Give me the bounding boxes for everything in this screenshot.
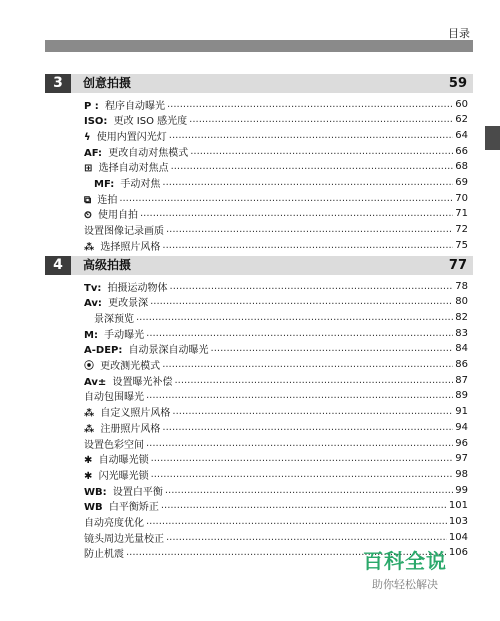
toc-entry[interactable] (84, 372, 468, 388)
toc-entry-text: 自动景深自动曝光 (125, 345, 209, 357)
chapter-number: 3 (45, 74, 71, 93)
toc-entry-page: 86 (455, 359, 468, 370)
toc-entry-page: 72 (455, 224, 468, 236)
toc-entry-icon: ⁂ (84, 408, 95, 420)
toc-entry-page: 94 (455, 421, 468, 433)
leader-dots (146, 328, 453, 339)
toc-entry[interactable] (84, 529, 468, 545)
toc-entry[interactable] (84, 388, 468, 404)
toc-entry-text: 设置白平衡 (109, 486, 163, 498)
toc-entry-icon: Av: (84, 298, 102, 310)
toc-entry-text: 更改自动对焦模式 (105, 147, 189, 159)
toc-entry-page: 103 (448, 516, 468, 527)
leader-dots (190, 146, 453, 157)
toc-entry-icon: A-DEP: (84, 345, 123, 357)
toc-entry-label (84, 112, 187, 127)
toc-entry-page: 68 (455, 161, 468, 173)
toc-entry-icon: P : (84, 100, 99, 112)
toc-entry-page: 60 (455, 98, 468, 110)
toc-entry-icon: ⧉ (84, 194, 92, 206)
toc-entry[interactable] (84, 466, 468, 482)
toc-entry-label (84, 467, 149, 482)
leader-dots (211, 343, 454, 354)
toc-entry-label (84, 294, 148, 309)
toc-entry-label (84, 222, 164, 237)
toc-entry-text: 程序自动曝光 (101, 100, 165, 112)
toc-entry[interactable] (84, 112, 468, 128)
toc-entry[interactable] (84, 278, 468, 294)
toc-entry-label (84, 514, 144, 529)
toc-entry-page: 82 (455, 311, 468, 323)
toc-entry-label (84, 420, 160, 435)
leader-dots (165, 485, 453, 496)
leader-dots (146, 516, 447, 527)
toc-entry-label (84, 238, 160, 253)
toc-entry[interactable] (84, 341, 468, 357)
toc-entry-page: 70 (455, 192, 468, 204)
leader-dots (171, 161, 454, 172)
chapter-3-heading[interactable] (45, 74, 473, 93)
toc-entry[interactable] (84, 498, 468, 514)
toc-entry-label (84, 530, 164, 545)
toc-entry-label (84, 436, 144, 451)
toc-entry-icon: WB (84, 502, 103, 514)
toc-entry-icon: Av± (84, 376, 107, 388)
toc-entry-icon: AF: (84, 147, 103, 159)
side-tab-marker (485, 126, 500, 150)
toc-entry-text: 连拍 (94, 194, 118, 206)
toc-entry-label (84, 97, 165, 112)
toc-entry-label (84, 373, 172, 388)
toc-entry[interactable] (84, 419, 468, 435)
toc-entry-icon: Tv: (84, 282, 102, 294)
toc-entry-page: 104 (448, 531, 468, 543)
toc-entry-text: 选择自动对焦点 (95, 163, 169, 175)
toc-entry[interactable] (84, 482, 468, 498)
toc-entry-icon: ⦿ (84, 361, 94, 372)
toc-entry-page: 71 (455, 208, 468, 220)
leader-dots (162, 422, 453, 433)
leader-dots (146, 438, 453, 449)
toc-entry-label (84, 341, 209, 356)
chapter-number: 4 (45, 256, 71, 275)
toc-entry[interactable] (84, 143, 468, 159)
watermark (360, 545, 450, 592)
toc-entry-icon: WB: (84, 486, 107, 498)
toc-entry[interactable] (84, 206, 468, 222)
leader-dots (136, 312, 453, 323)
toc-entry-page: 98 (455, 468, 468, 480)
toc-entry-text: 闪光曝光锁 (95, 470, 149, 482)
toc-entry[interactable] (84, 451, 468, 467)
leader-dots (140, 208, 453, 219)
chapter-title: 创意拍摄 (83, 76, 132, 90)
toc-entry-page: 83 (455, 327, 468, 339)
toc-entry-page: 87 (455, 374, 468, 386)
leader-dots (119, 193, 453, 204)
toc-entry-icon: ⏲ (84, 210, 92, 222)
toc-entry[interactable] (84, 237, 468, 253)
toc-entry-label (84, 404, 170, 419)
toc-entry[interactable] (84, 127, 468, 143)
chapter-title: 高级拍摄 (83, 258, 132, 272)
toc-entry-page: 101 (448, 500, 468, 512)
toc-entry[interactable] (84, 222, 468, 238)
toc-entry-page: 84 (455, 343, 468, 355)
toc-entry-text: 自动亮度优化 (84, 518, 144, 529)
toc-entry[interactable] (84, 435, 468, 451)
toc-entry[interactable] (94, 175, 468, 191)
toc-entry-label (84, 498, 159, 513)
toc-entry-label (84, 206, 138, 221)
chapter-page: 77 (448, 258, 467, 273)
chapter-4-heading[interactable] (45, 256, 473, 275)
toc-entry-text: 设置曝光补偿 (109, 376, 173, 388)
leader-dots (146, 390, 453, 401)
leader-dots (151, 469, 454, 480)
toc-entry-text: 自动包围曝光 (84, 392, 144, 404)
toc-entry-label (84, 128, 167, 143)
toc-entry[interactable] (84, 357, 468, 373)
toc-entry-text: 更改 ISO 感光度 (110, 116, 188, 128)
leader-dots (162, 359, 453, 370)
leader-dots (162, 240, 453, 251)
leader-dots (169, 130, 453, 141)
toc-entry-page: 96 (455, 437, 468, 449)
toc-entry-page: 80 (455, 296, 468, 308)
toc-entry-text: 使用自拍 (94, 210, 138, 222)
leader-dots (166, 532, 447, 543)
toc-entry-icon: ✱ (84, 470, 93, 482)
toc-entry[interactable] (84, 294, 468, 310)
toc-entry-page: 62 (455, 114, 468, 126)
toc-entry[interactable] (84, 96, 468, 112)
leader-dots (151, 453, 454, 464)
toc-entry-icon: ⊞ (84, 163, 93, 175)
toc-entry-label (84, 357, 160, 372)
toc-entry-label (84, 191, 117, 206)
toc-entry-text: 设置图像记录画质 (84, 226, 164, 238)
leader-dots (161, 500, 447, 511)
toc-entry-icon: MF: (94, 179, 115, 190)
toc-entry-text: 拍摄运动物体 (104, 282, 168, 294)
toc-entry[interactable] (84, 159, 468, 175)
toc-entry-text: 自定义照片风格 (97, 408, 171, 420)
leader-dots (166, 224, 453, 235)
toc-entry-page: 99 (455, 484, 468, 496)
toc-entry[interactable] (84, 325, 468, 341)
toc-entry-label (84, 451, 149, 466)
toc-entry[interactable] (84, 190, 468, 206)
toc-entry-page: 106 (448, 547, 468, 559)
toc-entry-page: 91 (455, 406, 468, 418)
toc-entry-page: 66 (455, 145, 468, 157)
toc-entry-page: 64 (455, 129, 468, 141)
toc-entry-text: 手动对焦 (117, 179, 161, 190)
toc-entry-label (84, 279, 168, 294)
toc-entry-label (84, 144, 188, 159)
toc-entry-text: 选择照片风格 (97, 241, 161, 253)
toc-entry-page: 97 (455, 453, 468, 465)
toc-entry-text: 镜头周边光量校正 (84, 533, 164, 545)
leader-dots (189, 114, 453, 125)
chapter-page: 59 (448, 76, 467, 91)
leader-dots (174, 375, 453, 386)
toc-entry-icon: ✱ (84, 455, 93, 467)
watermark-subtitle: 助你轻松解决 (372, 578, 438, 591)
toc-entry-label (94, 175, 160, 190)
toc-entry-text: 手动曝光 (100, 329, 145, 341)
toc-entry-icon: ⁂ (84, 241, 95, 253)
toc-entry-text: 更改景深 (104, 298, 149, 310)
toc-entry-text: 更改测光模式 (97, 361, 161, 372)
leader-dots (170, 281, 454, 292)
page-header-title: 目录 (448, 27, 470, 40)
header-bar (45, 40, 473, 52)
toc-entry-label (94, 310, 134, 325)
toc-entry-label (84, 483, 163, 498)
toc-entry-page: 69 (455, 177, 468, 188)
toc-entry-label (84, 545, 124, 560)
toc-entry-label (84, 388, 144, 403)
toc-entry-page: 89 (455, 390, 468, 402)
toc-entry-text: 注册照片风格 (97, 423, 161, 435)
toc-entry[interactable] (94, 309, 468, 325)
toc-entry-text: 防止机震 (84, 549, 124, 561)
toc-entry-icon: ϟ (84, 131, 91, 143)
leader-dots (167, 99, 453, 110)
toc-entry-text: 白平衡矫正 (105, 502, 159, 514)
toc-entry-icon: M: (84, 329, 98, 341)
toc-entry-icon: ⁂ (84, 423, 95, 435)
toc-entry-text: 设置色彩空间 (84, 439, 144, 451)
toc-entry-page: 78 (455, 280, 468, 292)
leader-dots (150, 296, 453, 307)
watermark-title: 百科全说 (363, 549, 447, 573)
toc-entry-icon: ISO: (84, 116, 108, 128)
leader-dots (162, 177, 453, 188)
toc-entry-label (84, 326, 144, 341)
toc-entry-page: 75 (455, 239, 468, 251)
leader-dots (172, 406, 453, 417)
toc-entry-label (84, 159, 169, 174)
toc-entry-text: 景深预览 (94, 313, 134, 325)
toc-entry[interactable] (84, 514, 468, 530)
toc-entry[interactable] (84, 404, 468, 420)
toc-entry-text: 使用内置闪光灯 (93, 131, 167, 143)
toc-entry-text: 自动曝光锁 (95, 455, 149, 467)
